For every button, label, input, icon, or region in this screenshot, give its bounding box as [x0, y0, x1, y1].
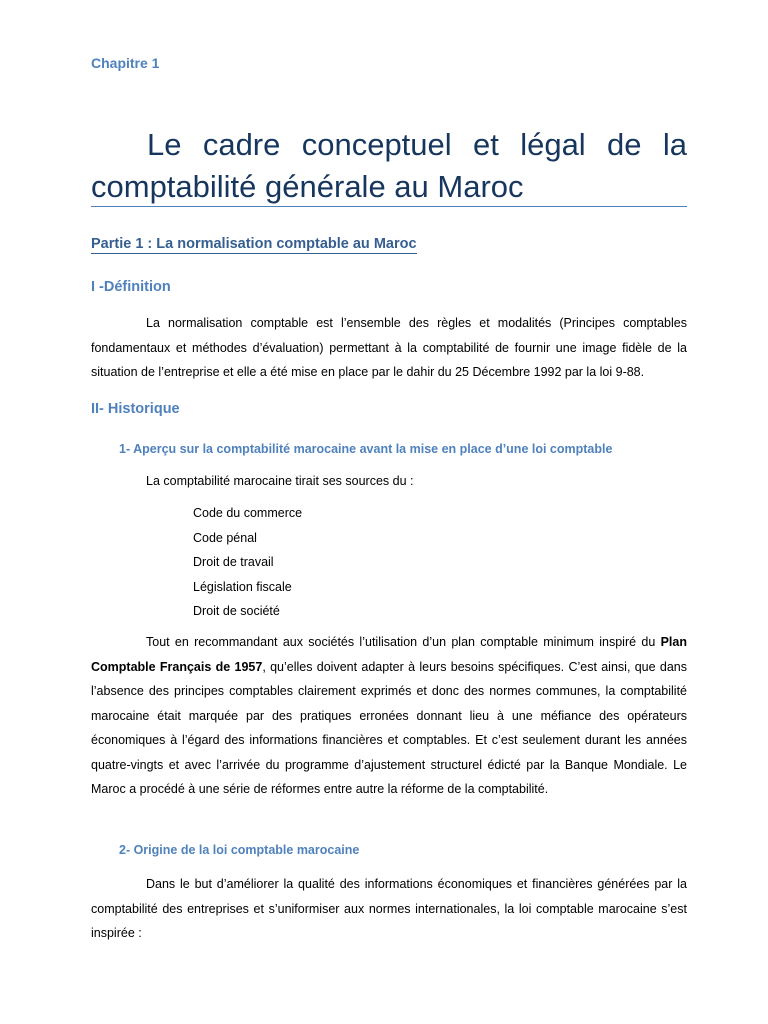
- list-item: Législation fiscale: [193, 579, 292, 594]
- origin-paragraph: Dans le but d’améliorer la qualité des informations économiques et financières générées par la comptabilité des entreprises et s’uniformiser aux normes internationales, la loi comptable marocaine s’est inspirée :: [91, 877, 687, 940]
- sources-list: [193, 504, 302, 627]
- title-divider: [91, 206, 687, 207]
- part-heading: Partie 1 : La normalisation comptable au Maroc: [91, 236, 417, 252]
- subsection-heading-apercu: 1- Aperçu sur la comptabilité marocaine avant la mise en place d’une loi comptable: [119, 442, 613, 456]
- subsection-heading-origine: 2- Origine de la loi comptable marocaine: [119, 843, 360, 857]
- history-paragraph-end: , qu’elles doivent adapter à leurs besoins spécifiques. C’est ainsi, que dans l’absence des principes comptables clairement exprimés et donc des normes communes, la comptabilité marocaine était marquée par des pratiques erronées donnant lieu à une méfiance des opérateurs économiques à l’égard des informations financières et comptables. Et c’est seulement durant les années quatre-vingts et avec l’arrivée du programme d’ajustement structurel édicté par la Banque Mondiale. Le Maroc a procédé à une série de réformes entre autre la réforme de la comptabilité.: [91, 659, 687, 796]
- section-heading-definition: I -Définition: [91, 279, 171, 295]
- sources-intro: La comptabilité marocaine tirait ses sources du :: [146, 474, 414, 488]
- list-item: Code pénal: [193, 530, 257, 545]
- definition-paragraph: La normalisation comptable est l’ensemble des règles et modalités (Principes comptables fondamentaux et méthodes d’évaluation) permettant à la comptabilité de fournir une image fidèle de la situation de l’entreprise et elle a été mise en place par le dahir du 25 Décembre 1992 par la loi 9-88.: [91, 316, 687, 379]
- list-item: Code du commerce: [193, 506, 303, 520]
- chapter-label: Chapitre 1: [91, 55, 160, 71]
- history-paragraph: [91, 630, 687, 802]
- history-paragraph-bold: Plan Comptable Français de 1957: [91, 635, 687, 674]
- page-title: Le cadre conceptuel et légal de la comptabilité générale au Maroc: [91, 127, 687, 204]
- list-item: Droit de travail: [193, 555, 274, 569]
- list-item: Droit de société: [193, 604, 280, 618]
- section-heading-historique: II- Historique: [91, 401, 180, 417]
- history-paragraph-start: Tout en recommandant aux sociétés l’utilisation d’un plan comptable minimum inspiré du: [146, 635, 661, 649]
